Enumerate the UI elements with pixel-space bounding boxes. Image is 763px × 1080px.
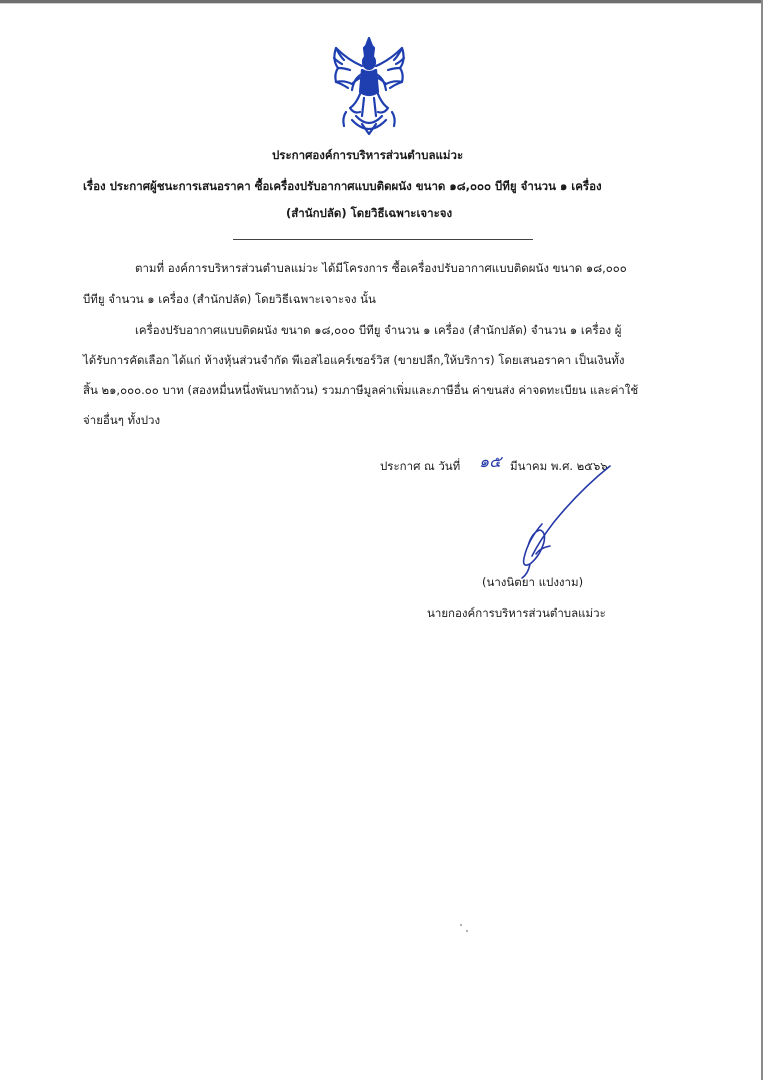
signatory-name: (นางนิตยา แปงงาม) bbox=[482, 575, 584, 589]
announcement-subject-line1: เรื่อง ประกาศผู้ชนะการเสนอราคา ซื้อเครื่องปรับอากาศแบบติดผนัง ขนาด ๑๘,๐๐๐ บีทียู จำนวน ๑ เครื่อง bbox=[83, 179, 602, 193]
announcement-title: ประกาศองค์การบริหารส่วนตำบลแม่วะ bbox=[272, 148, 464, 162]
garuda-emblem-icon bbox=[326, 34, 412, 142]
header-divider bbox=[233, 239, 533, 240]
paragraph2-line4: จ่ายอื่นๆ ทั้งปวง bbox=[83, 413, 161, 427]
paragraph2-line2: ได้รับการคัดเลือก ได้แก่ ห้างหุ้นส่วนจำกัด พีเอสไอแคร์เซอร์วิส (ขายปลีก,ให้บริการ) โดยเสนอราคา เป็นเงินทั้ง bbox=[83, 353, 625, 367]
paragraph1-line1: ตามที่ องค์การบริหารส่วนตำบลแม่วะ ได้มีโครงการ ซื้อเครื่องปรับอากาศแบบติดผนัง ขนาด ๑๘,๐๐๐ bbox=[135, 261, 627, 275]
scan-edge-top-shadow bbox=[0, 3, 763, 4]
scan-speck bbox=[466, 930, 468, 932]
paragraph2-line1: เครื่องปรับอากาศแบบติดผนัง ขนาด ๑๘,๐๐๐ บีทียู จำนวน ๑ เครื่อง (สำนักปลัด) จำนวน ๑ เครื่อง ผู้ bbox=[135, 323, 622, 337]
scan-speck bbox=[460, 924, 462, 926]
paragraph1-line2: บีทียู จำนวน ๑ เครื่อง (สำนักปลัด) โดยวิธีเฉพาะเจาะจง นั้น bbox=[83, 292, 376, 306]
date-prefix: ประกาศ ณ วันที่ bbox=[380, 459, 461, 473]
date-day-handwritten: ๑๕ bbox=[479, 452, 502, 471]
paragraph2-line3: สิ้น ๒๑,๐๐๐.๐๐ บาท (สองหมื่นหนึ่งพันบาทถ้วน) รวมภาษีมูลค่าเพิ่มและภาษีอื่น ค่าขนส่ง ค่าจดทะเบียน และค่าใช้ bbox=[83, 383, 639, 397]
date-month-year: มีนาคม พ.ศ. ๒๕๖๖ bbox=[510, 459, 608, 473]
signatory-position: นายกองค์การบริหารส่วนตำบลแม่วะ bbox=[427, 606, 606, 620]
announcement-subject-line2: (สำนักปลัด) โดยวิธีเฉพาะเจาะจง bbox=[286, 206, 453, 220]
handwritten-signature bbox=[470, 460, 620, 590]
